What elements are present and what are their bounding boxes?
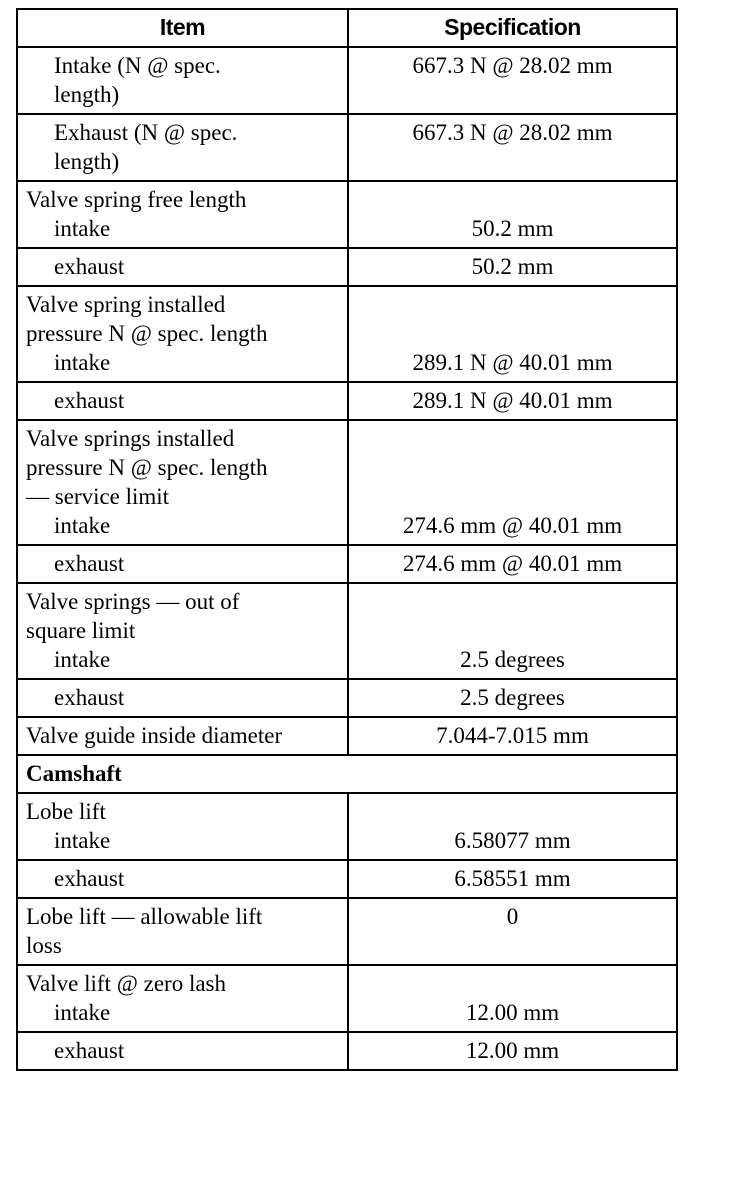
item-text: Valve spring installed [26, 292, 226, 317]
item-cell [17, 420, 348, 545]
value-cell: 6.58551 mm [348, 860, 677, 898]
item-text: length) [54, 149, 120, 174]
value-cell: 0 [348, 898, 677, 965]
sub-item-text: intake [54, 647, 111, 672]
table-row [17, 898, 677, 965]
sub-item-text: exhaust [17, 382, 348, 420]
item-cell [17, 583, 348, 679]
item-text: loss [26, 933, 62, 958]
table-row [17, 286, 677, 382]
value-cell: 12.00 mm [348, 965, 677, 1032]
sub-item-text: exhaust [17, 248, 348, 286]
table-row [17, 583, 677, 679]
item-cell [17, 793, 348, 860]
value-cell: 667.3 N @ 28.02 mm [348, 114, 677, 181]
value-cell: 274.6 mm @ 40.01 mm [348, 420, 677, 545]
item-text: Lobe lift — allowable lift [26, 904, 263, 929]
table-row [17, 47, 677, 114]
sub-item-text: intake [54, 513, 111, 538]
item-cell [17, 181, 348, 248]
item-cell [17, 286, 348, 382]
sub-item-text: intake [54, 828, 111, 853]
sub-item-text: intake [54, 216, 111, 241]
table-row [17, 793, 677, 860]
item-text: Valve lift @ zero lash [26, 971, 227, 996]
value-cell: 289.1 N @ 40.01 mm [348, 286, 677, 382]
value-cell: 7.044-7.015 mm [348, 717, 677, 755]
item-text: square limit [26, 618, 136, 643]
spec-table [16, 8, 678, 1071]
header-item: Item [17, 9, 348, 47]
header-specification: Specification [348, 9, 677, 47]
section-title: Camshaft [17, 755, 677, 793]
item-text: — service limit [26, 484, 170, 509]
item-cell [17, 114, 348, 181]
table-row [17, 382, 677, 420]
item-text: pressure N @ spec. length [26, 321, 268, 346]
value-cell: 12.00 mm [348, 1032, 677, 1070]
table-row [17, 420, 677, 545]
item-text: Valve springs — out of [26, 589, 240, 614]
item-text: pressure N @ spec. length [26, 455, 268, 480]
table-row [17, 114, 677, 181]
value-cell: 50.2 mm [348, 181, 677, 248]
value-cell: 289.1 N @ 40.01 mm [348, 382, 677, 420]
table-row [17, 717, 677, 755]
table-row [17, 1032, 677, 1070]
table-row [17, 248, 677, 286]
table-row [17, 545, 677, 583]
item-text: Lobe lift [26, 799, 106, 824]
value-cell: 50.2 mm [348, 248, 677, 286]
value-cell: 2.5 degrees [348, 679, 677, 717]
item-cell [17, 965, 348, 1032]
item-text: Exhaust (N @ spec. [54, 120, 238, 145]
value-cell: 274.6 mm @ 40.01 mm [348, 545, 677, 583]
value-cell: 6.58077 mm [348, 793, 677, 860]
item-text: Intake (N @ spec. [54, 53, 221, 78]
item-cell [17, 898, 348, 965]
item-text: Valve springs installed [26, 426, 235, 451]
table-row [17, 965, 677, 1032]
sub-item-text: intake [54, 350, 111, 375]
item-text: length) [54, 82, 120, 107]
value-cell: 2.5 degrees [348, 583, 677, 679]
table-row [17, 181, 677, 248]
sub-item-text: exhaust [17, 860, 348, 898]
sub-item-text: exhaust [17, 1032, 348, 1070]
table-row [17, 860, 677, 898]
item-cell [17, 47, 348, 114]
sub-item-text: exhaust [17, 679, 348, 717]
item-text: Valve spring free length [26, 187, 247, 212]
header-row [17, 9, 677, 47]
sub-item-text: intake [54, 1000, 111, 1025]
section-row [17, 755, 677, 793]
sub-item-text: exhaust [17, 545, 348, 583]
item-text: Valve guide inside diameter [17, 717, 348, 755]
table-row [17, 679, 677, 717]
value-cell: 667.3 N @ 28.02 mm [348, 47, 677, 114]
